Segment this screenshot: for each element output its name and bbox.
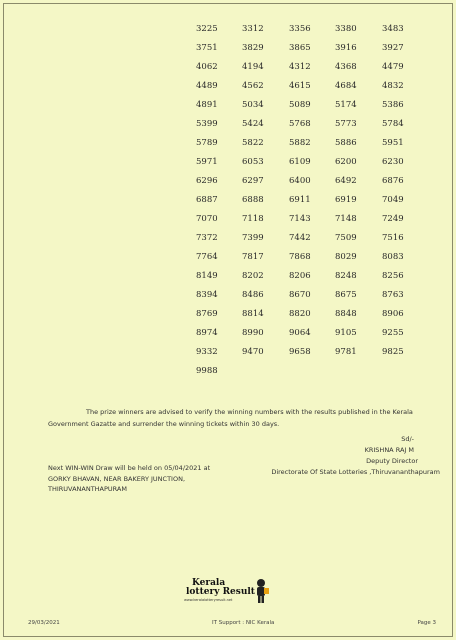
- winning-number: 9988: [196, 366, 218, 376]
- winning-number: 8206: [289, 271, 311, 281]
- winning-number: 8083: [382, 252, 404, 262]
- winning-number: 8814: [242, 309, 264, 319]
- winning-number: 7817: [242, 252, 264, 262]
- winning-number: 5174: [335, 100, 357, 110]
- winning-number: 6911: [289, 195, 311, 205]
- winning-number: 6919: [335, 195, 357, 205]
- winning-number: 6888: [242, 195, 264, 205]
- winning-number: 6200: [335, 157, 357, 167]
- winning-number: 7118: [242, 214, 264, 224]
- winning-number: 5034: [242, 100, 264, 110]
- winning-number: 8149: [196, 271, 218, 281]
- signatory-name: KRISHNA RAJ M: [364, 446, 414, 454]
- winning-number: 8029: [335, 252, 357, 262]
- notice-paragraph: [48, 406, 438, 430]
- next-draw-line-2: GORKY BHAVAN, NEAR BAKERY JUNCTION,: [48, 474, 186, 483]
- winning-number: 7249: [382, 214, 404, 224]
- winning-number: 4368: [335, 62, 357, 72]
- notice-line-2: Government Gazatte and surrender the winning tickets within 30 days.: [48, 420, 280, 428]
- winning-number: 7442: [289, 233, 311, 243]
- winning-number: 7148: [335, 214, 357, 224]
- winning-number: 8394: [196, 290, 218, 300]
- winning-number: 8763: [382, 290, 404, 300]
- empty-cell: [335, 362, 382, 381]
- winning-number: 4479: [382, 62, 404, 72]
- next-draw-line-1: Next WIN-WIN Draw will be held on 05/04/2021 at: [48, 464, 211, 472]
- winning-number: 3312: [242, 24, 264, 34]
- winning-number: 3356: [289, 24, 311, 34]
- winning-number: 4312: [289, 62, 311, 72]
- winning-number: 6887: [196, 195, 218, 205]
- winning-number: 7509: [335, 233, 357, 243]
- winning-number: 5386: [382, 100, 404, 110]
- winning-number: 8670: [289, 290, 311, 300]
- winning-number: 8486: [242, 290, 264, 300]
- winning-number: 4832: [382, 81, 404, 91]
- winning-number: 7516: [382, 233, 404, 243]
- winning-number: 7070: [196, 214, 218, 224]
- winning-number: 6492: [335, 176, 357, 186]
- winning-number: 3927: [382, 43, 404, 53]
- winning-number: 6109: [289, 157, 311, 167]
- kerala-lottery-result-logo: [178, 578, 274, 606]
- winning-number: 9105: [335, 328, 357, 338]
- winning-number: 6400: [289, 176, 311, 186]
- winning-number: 4615: [289, 81, 311, 91]
- winning-number: 4684: [335, 81, 357, 91]
- winning-number: 5424: [242, 119, 264, 129]
- winning-number: 3829: [242, 43, 264, 53]
- winning-number: 8769: [196, 309, 218, 319]
- winning-number: 3865: [289, 43, 311, 53]
- next-draw-info: [48, 463, 210, 495]
- winning-numbers-grid: [196, 20, 428, 381]
- empty-cell: [289, 362, 335, 381]
- winning-number: 9658: [289, 347, 311, 357]
- winning-number: 3380: [335, 24, 357, 34]
- footer-support: IT Support : NIC Kerala: [212, 620, 275, 626]
- winning-number: 5773: [335, 119, 357, 129]
- mascot-icon: [252, 578, 270, 604]
- winning-number: 5886: [335, 138, 357, 148]
- signatory-title: Deputy Director: [366, 457, 418, 465]
- winning-number: 8990: [242, 328, 264, 338]
- signatory-office: Directorate Of State Lotteries ,Thiruvananthapuram: [271, 468, 440, 476]
- winning-number: 5882: [289, 138, 311, 148]
- winning-number: 5789: [196, 138, 218, 148]
- winning-number: 9332: [196, 347, 218, 357]
- winning-number: 7399: [242, 233, 264, 243]
- winning-number: 9064: [289, 328, 311, 338]
- winning-number: 5089: [289, 100, 311, 110]
- winning-number: 8256: [382, 271, 404, 281]
- winning-number: 6297: [242, 176, 264, 186]
- winning-number: 4194: [242, 62, 264, 72]
- footer-date: 29/03/2021: [28, 620, 60, 626]
- winning-number: 3751: [196, 43, 218, 53]
- winning-number: 6230: [382, 157, 404, 167]
- winning-number: 4891: [196, 100, 218, 110]
- winning-number: 6053: [242, 157, 264, 167]
- winning-number: 8248: [335, 271, 357, 281]
- winning-number: 5822: [242, 138, 264, 148]
- winning-number: 3916: [335, 43, 357, 53]
- winning-number: 8974: [196, 328, 218, 338]
- winning-number: 4489: [196, 81, 218, 91]
- next-draw-line-3: THIRUVANANTHAPURAM: [48, 485, 127, 493]
- winning-number: 6296: [196, 176, 218, 186]
- winning-number: 8675: [335, 290, 357, 300]
- winning-number: 3483: [382, 24, 404, 34]
- empty-cell: [242, 362, 289, 381]
- winning-number: 7764: [196, 252, 218, 262]
- winning-number: 5971: [196, 157, 218, 167]
- winning-number: 5399: [196, 119, 218, 129]
- winning-number: 9255: [382, 328, 404, 338]
- logo-word-kerala: Kerala: [192, 578, 226, 588]
- winning-number: 5768: [289, 119, 311, 129]
- winning-number: 7868: [289, 252, 311, 262]
- winning-number: 8906: [382, 309, 404, 319]
- winning-number: 8202: [242, 271, 264, 281]
- winning-number: 8820: [289, 309, 311, 319]
- logo-word-lottery-result: lottery Result: [186, 587, 255, 597]
- signature-block: [271, 434, 440, 478]
- footer-page-number: Page 3: [417, 620, 436, 626]
- winning-number: 7143: [289, 214, 311, 224]
- winning-number: 9825: [382, 347, 404, 357]
- winning-number: 7049: [382, 195, 404, 205]
- empty-cell: [382, 362, 428, 381]
- winning-number: 9781: [335, 347, 357, 357]
- winning-number: 4062: [196, 62, 218, 72]
- winning-number: 4562: [242, 81, 264, 91]
- winning-number: 8848: [335, 309, 357, 319]
- notice-line-1: The prize winners are advised to verify the winning numbers with the results published in the Kerala: [86, 408, 413, 416]
- winning-number: 6876: [382, 176, 404, 186]
- winning-number: 9470: [242, 347, 264, 357]
- winning-number: 3225: [196, 24, 218, 34]
- winning-number: 5951: [382, 138, 404, 148]
- winning-number: 5784: [382, 119, 404, 129]
- logo-domain: www.keralalotteryresult.net: [184, 598, 233, 602]
- winning-number: 7372: [196, 233, 218, 243]
- signature-sd: Sd/-: [401, 435, 414, 443]
